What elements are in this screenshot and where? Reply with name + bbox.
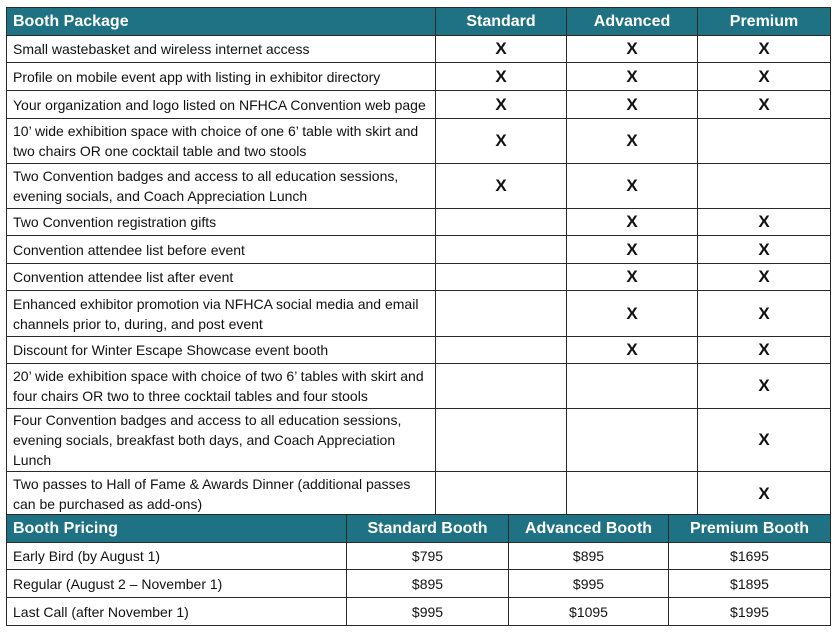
feature-label: Your organization and logo listed on NFHCA Convention web page xyxy=(7,91,436,119)
advanced-mark: X xyxy=(567,264,698,291)
feature-label: 10’ wide exhibition space with choice of one 6’ table with skirt and two chairs OR one cocktail table and two stools xyxy=(7,119,436,164)
premium-mark: X xyxy=(698,209,831,236)
feature-label: Enhanced exhibitor promotion via NFHCA social media and email channels prior to, during, and post event xyxy=(7,291,436,337)
advanced-booth-price: $1095 xyxy=(509,598,669,626)
standard-mark xyxy=(436,209,567,236)
advanced-mark xyxy=(567,472,698,516)
standard-mark xyxy=(436,364,567,409)
advanced-mark: X xyxy=(567,63,698,91)
premium-mark: X xyxy=(698,91,831,119)
table-row xyxy=(7,291,831,337)
table-row xyxy=(7,264,831,291)
advanced-booth-price: $995 xyxy=(509,570,669,598)
premium-mark: X xyxy=(698,36,831,63)
table-row xyxy=(7,91,831,119)
booth-package-header-row xyxy=(7,8,831,36)
premium-mark: X xyxy=(698,264,831,291)
column-header-advanced: Advanced xyxy=(567,8,698,36)
column-header-premium-booth: Premium Booth xyxy=(669,515,831,543)
premium-booth-price: $1895 xyxy=(669,570,831,598)
standard-mark xyxy=(436,337,567,364)
feature-label: Four Convention badges and access to all education sessions, evening socials, breakfast both days, and Coach Appreciation Lunch xyxy=(7,409,436,472)
standard-mark xyxy=(436,236,567,264)
booth-pricing-header-row xyxy=(7,515,831,543)
standard-mark: X xyxy=(436,36,567,63)
standard-mark xyxy=(436,291,567,337)
column-header-premium: Premium xyxy=(698,8,831,36)
table-row xyxy=(7,409,831,472)
column-header-standard-booth: Standard Booth xyxy=(347,515,509,543)
table-row xyxy=(7,63,831,91)
premium-mark: X xyxy=(698,236,831,264)
table-row xyxy=(7,598,831,626)
table-row xyxy=(7,364,831,409)
column-header-booth-package: Booth Package xyxy=(7,8,436,36)
advanced-mark: X xyxy=(567,36,698,63)
premium-mark: X xyxy=(698,291,831,337)
standard-booth-price: $895 xyxy=(347,570,509,598)
premium-mark xyxy=(698,164,831,209)
table-row xyxy=(7,337,831,364)
feature-label: Two Convention registration gifts xyxy=(7,209,436,236)
standard-mark xyxy=(436,409,567,472)
advanced-mark: X xyxy=(567,91,698,119)
column-header-booth-pricing: Booth Pricing xyxy=(7,515,347,543)
premium-booth-price: $1995 xyxy=(669,598,831,626)
standard-booth-price: $795 xyxy=(347,543,509,570)
feature-label: Two passes to Hall of Fame & Awards Dinner (additional passes can be purchased as add-ons) xyxy=(7,472,436,516)
column-header-standard: Standard xyxy=(436,8,567,36)
premium-mark: X xyxy=(698,409,831,472)
premium-mark: X xyxy=(698,472,831,516)
advanced-booth-price: $895 xyxy=(509,543,669,570)
advanced-mark xyxy=(567,409,698,472)
advanced-mark: X xyxy=(567,164,698,209)
premium-mark: X xyxy=(698,364,831,409)
advanced-mark: X xyxy=(567,291,698,337)
feature-label: Convention attendee list after event xyxy=(7,264,436,291)
table-row xyxy=(7,119,831,164)
column-header-advanced-booth: Advanced Booth xyxy=(509,515,669,543)
booth-pricing-table xyxy=(6,514,831,626)
feature-label: 20’ wide exhibition space with choice of two 6’ tables with skirt and four chairs OR two to three cocktail tables and four stools xyxy=(7,364,436,409)
table-row xyxy=(7,472,831,516)
pricing-period-label: Regular (August 2 – November 1) xyxy=(7,570,347,598)
feature-label: Two Convention badges and access to all education sessions, evening socials, and Coach Appreciation Lunch xyxy=(7,164,436,209)
table-row xyxy=(7,236,831,264)
feature-label: Discount for Winter Escape Showcase event booth xyxy=(7,337,436,364)
pricing-period-label: Last Call (after November 1) xyxy=(7,598,347,626)
table-row xyxy=(7,36,831,63)
premium-booth-price: $1695 xyxy=(669,543,831,570)
table-row xyxy=(7,209,831,236)
standard-mark: X xyxy=(436,91,567,119)
standard-mark: X xyxy=(436,63,567,91)
table-row xyxy=(7,164,831,209)
standard-booth-price: $995 xyxy=(347,598,509,626)
table-row xyxy=(7,543,831,570)
advanced-mark xyxy=(567,364,698,409)
premium-mark: X xyxy=(698,63,831,91)
advanced-mark: X xyxy=(567,236,698,264)
feature-label: Small wastebasket and wireless internet access xyxy=(7,36,436,63)
pricing-period-label: Early Bird (by August 1) xyxy=(7,543,347,570)
standard-mark: X xyxy=(436,119,567,164)
standard-mark xyxy=(436,472,567,516)
advanced-mark: X xyxy=(567,209,698,236)
advanced-mark: X xyxy=(567,119,698,164)
advanced-mark: X xyxy=(567,337,698,364)
booth-package-table xyxy=(6,7,831,516)
standard-mark: X xyxy=(436,164,567,209)
table-row xyxy=(7,570,831,598)
feature-label: Profile on mobile event app with listing in exhibitor directory xyxy=(7,63,436,91)
standard-mark xyxy=(436,264,567,291)
premium-mark xyxy=(698,119,831,164)
feature-label: Convention attendee list before event xyxy=(7,236,436,264)
premium-mark: X xyxy=(698,337,831,364)
